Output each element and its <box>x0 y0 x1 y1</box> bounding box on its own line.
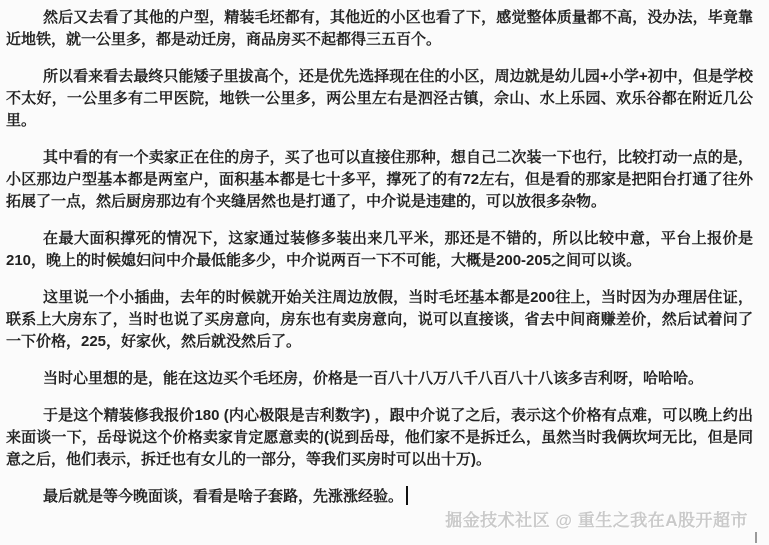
scrollbar-thumb-fragment[interactable] <box>755 532 757 543</box>
paragraph-3[interactable]: 其中看的有一个卖家正在住的房子，买了也可以直接住那种，想自己二次装一下也行，比较打动一点的是，小区那边户型基本都是两室户，面积基本都是七十多平，撑死了的有72左右，但是看的那家是把阳台打通了往外拓展了一点，然后厨房那边有个夹缝居然也是打通了，中介说是违建的，可以放很多杂物。 <box>6 149 753 210</box>
paragraph-5[interactable]: 这里说一个小插曲，去年的时候就开始关注周边放假，当时毛坯基本都是200往上，当时因为办理居住证，联系上大房东了，当时也说了买房意向，房东也有卖房意向，说可以直接谈，省去中间商赚差价，然后试着问了一下价格，225，好家伙，然后就没然后了。 <box>6 289 753 350</box>
text-caret <box>406 486 408 505</box>
text-editor-area[interactable] <box>6 7 753 523</box>
watermark: 掘金技术社区 @ 重生之我在A股开超市 <box>445 511 748 530</box>
paragraph-6[interactable]: 当时心里想的是，能在这边买个毛坯房，价格是一百八十八万八千八百八十八该多吉利呀，哈哈哈。 <box>43 370 704 387</box>
paragraph-7[interactable]: 于是这个精装修我报价180 (内心极限是吉利数字) ，跟中介说了之后，表示这个价格有点难，可以晚上约出来面谈一下，岳母说这个价格卖家肯定愿意卖的(说到岳母，他们家不是拆迁么，虽然当时我俩坎坷无比，但是同意之后，他们表示，拆迁也有女儿的一部分，等我们买房时可以出十万)。 <box>6 407 753 468</box>
paragraph-1[interactable]: 然后又去看了其他的户型，精装毛坯都有，其他近的小区也看了下，感觉整体质量都不高，没办法，毕竟靠近地铁，就一公里多，都是动迁房，商品房买不起都得三五百个。 <box>6 9 753 48</box>
paragraph-2[interactable]: 所以看来看去最终只能矮子里拔高个，还是优先选择现在住的小区，周边就是幼儿园+小学+初中，但是学校不太好，一公里多有二甲医院，地铁一公里多，两公里左右是泗泾古镇，佘山、水上乐园、欢乐谷都在附近几公里。 <box>6 68 753 129</box>
paragraph-8[interactable] <box>6 486 753 508</box>
paragraph-4[interactable]: 在最大面积撑死的情况下，这家通过装修多装出来几平米，那还是不错的，所以比较中意，平台上报价是210，晚上的时候媳妇问中介最低能多少，中介说两百一下不可能，大概是200-205之间可以谈。 <box>6 230 753 269</box>
paragraph-8-text[interactable]: 最后就是等今晚面谈，看看是啥子套路，先涨涨经验。 <box>43 488 404 505</box>
